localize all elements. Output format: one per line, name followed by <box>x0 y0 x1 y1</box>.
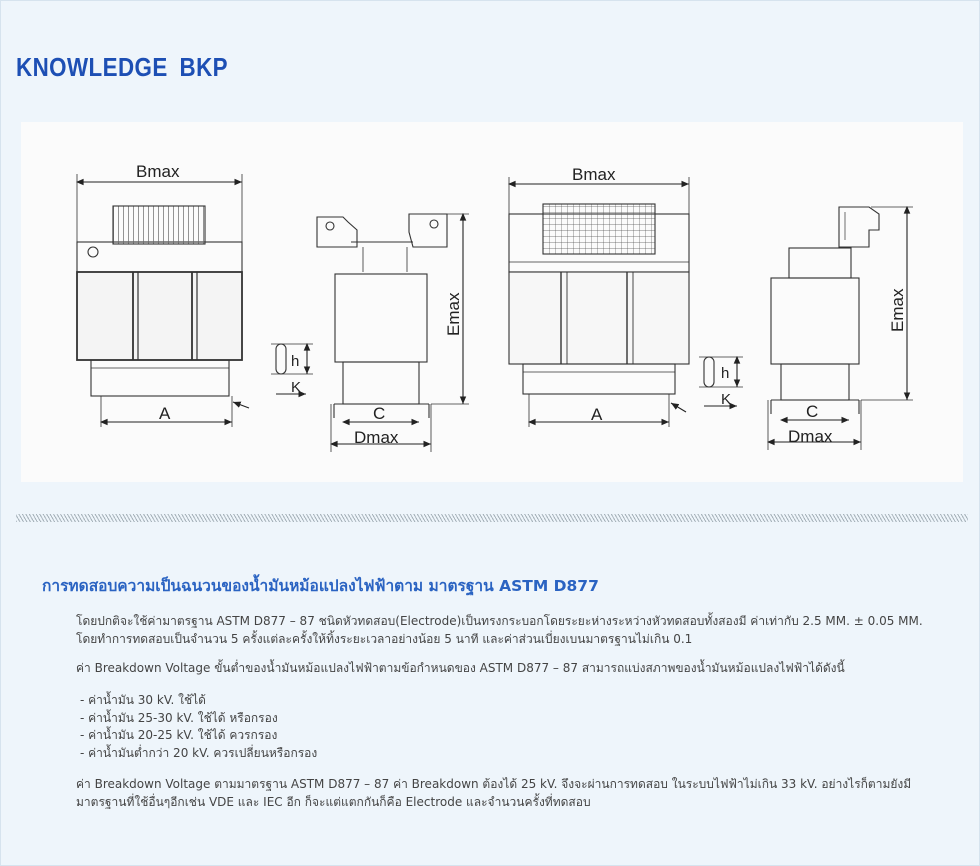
a-label-left: A <box>159 404 171 423</box>
k-label-left: K <box>291 379 302 396</box>
breakdown-rating-list <box>80 692 317 762</box>
dimension-drawing <box>21 122 963 482</box>
article-paragraph-2: ค่า Breakdown Voltage ขั้นต่ำของน้ำมันหม้อแปลงไฟฟ้าตามข้อกำหนดของ ASTM D877 – 87 สามารถแบ่งสภาพของน้ำมันหม้อแปลงไฟฟ้าได้ดังนี้ <box>76 661 845 675</box>
a-label-right: A <box>591 405 603 424</box>
h-label-right: h <box>721 365 730 382</box>
article-heading: การทดสอบความเป็นฉนวนของน้ำมันหม้อแปลงไฟฟ้าตาม มาตรฐาน ASTM D877 <box>42 577 599 595</box>
article-paragraph-1: โดยปกติจะใช้ค่ามาตรฐาน ASTM D877 – 87 ชนิดหัวทดสอบ(Electrode)เป็นทรงกระบอกโดยระยะห่างระหว่างหัวทดสอบทั้งสองมี ค่าเท่ากับ 2.5 MM. ± 0.05 MM. โดยทำการทดสอบเป็นจำนวน 5 ครั้งแต่ละครั้งให้ทิ้งระยะเวลาอย่างน้อย 5 นาที และค่าส่วนเบี่ยงเบนมาตรฐานไม่เกิน 0.1 <box>76 614 923 646</box>
c-label-left: C <box>373 404 386 423</box>
list-item: - ค่าน้ำมัน 30 kV. ใช้ได้ <box>80 693 206 707</box>
k-label-right: K <box>721 391 732 408</box>
list-item: - ค่าน้ำมัน 20-25 kV. ใช้ได้ ควรกรอง <box>80 728 278 742</box>
bmax-label-right: Bmax <box>572 165 616 184</box>
site-title: KNOWLEDGE BKP <box>16 52 228 82</box>
emax-label-right: Emax <box>888 288 907 332</box>
dmax-label-left: Dmax <box>354 428 399 447</box>
hatched-divider <box>16 514 968 522</box>
emax-label-left: Emax <box>444 292 463 336</box>
list-item: - ค่าน้ำมันต่ำกว่า 20 kV. ควรเปลี่ยนหรือกรอง <box>80 745 318 760</box>
h-label-left: h <box>291 353 300 370</box>
bmax-label-left: Bmax <box>136 162 180 181</box>
dmax-label-right: Dmax <box>788 427 833 446</box>
transformer-dimension-figure <box>21 122 963 482</box>
c-label-right: C <box>806 402 819 421</box>
article-paragraph-3: ค่า Breakdown Voltage ตามมาตรฐาน ASTM D877 – 87 ค่า Breakdown ต้องได้ 25 kV. จึงจะผ่านการทดสอบ ในระบบไฟฟ้าไม่เกิน 33 kV. อย่างไรก็ตามยังมีมาตรฐานที่ใช้อื่นๆอีกเช่น VDE และ IEC อีก ก็จะแต่แตกกันก็คือ Electrode และจำนวนครั้งที่ทดสอบ <box>76 777 912 809</box>
list-item: - ค่าน้ำมัน 25-30 kV. ใช้ได้ หรือกรอง <box>80 710 278 725</box>
